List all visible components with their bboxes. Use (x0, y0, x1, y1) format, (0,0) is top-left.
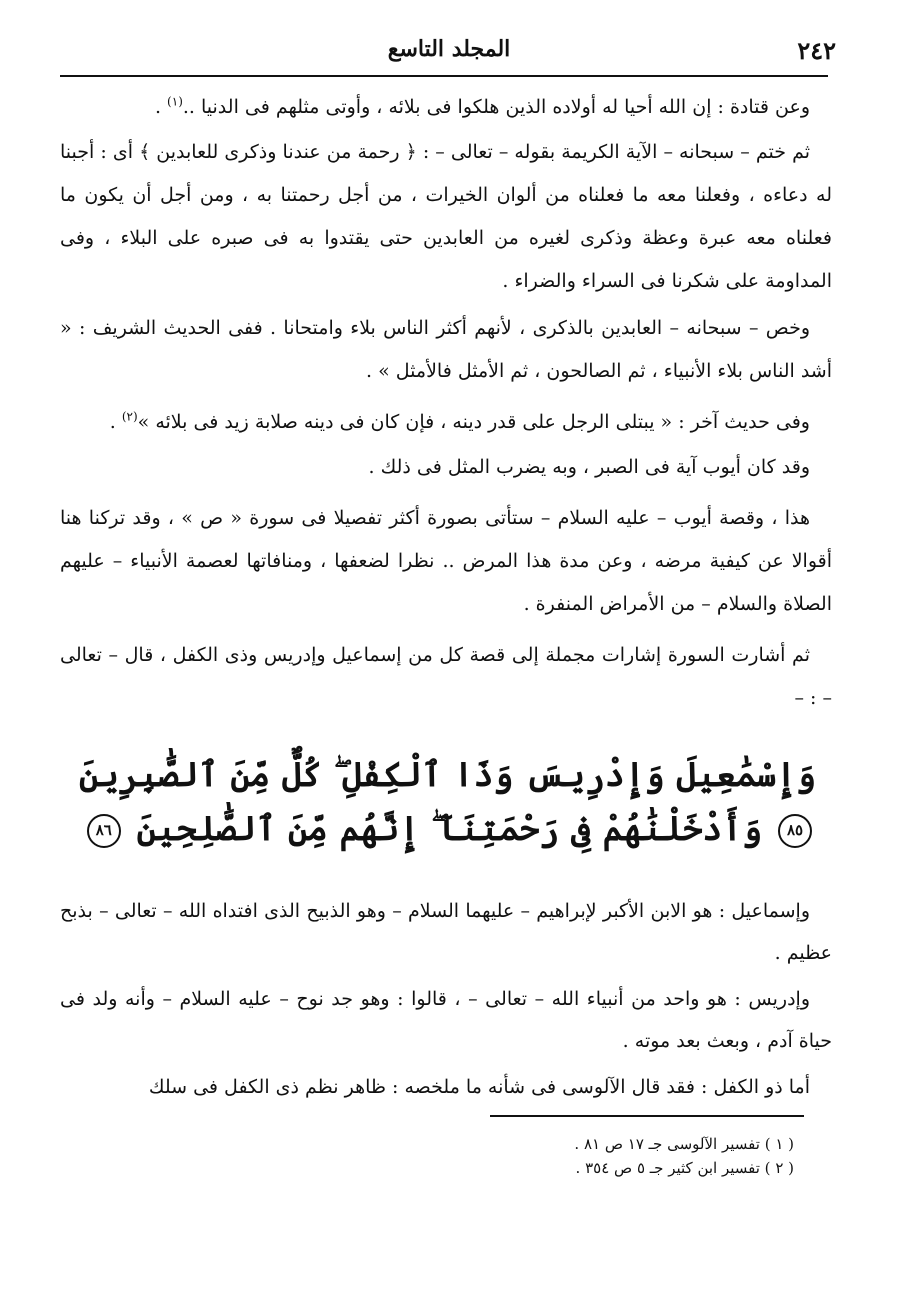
footnote-mark-2: (٢) (121, 409, 138, 424)
paragraph-abidin: وخص – سبحانه – العابدين بالذكرى ، لأنهم أكثر الناس بلاء وامتحانا . ففى الحديث الشريف : « أشد الناس بلاء الأنبياء ، ثم الصالحون ، ثم الأمثل فالأمثل » . (60, 317, 832, 382)
footnote-1: ( ١ ) تفسير الآلوسى جـ ١٧ ص ٨١ . (574, 1135, 794, 1153)
footnote-mark-1: (١) (167, 94, 183, 109)
paragraph-rahma: ثم ختم – سبحانه – الآية الكريمة بقوله – تعالى – : ﴿ رحمة من عندنا وذكرى للعابدين ﴾ أى : أجبنا له دعاءه ، وفعلنا معه ما فعلناه من ألوان الخيرات ، من أجل رحمتنا به ، ومن أجل أن يكون ما فعلناه معه عبرة وعظة وذكرى لغيره من العابدين حتى يقتدوا به فى صبره على البلاء ، وفى المداومة على شكرنا فى السراء والضراء . (60, 141, 832, 292)
footnote-2: ( ٢ ) تفسير ابن كثير جـ ٥ ص ٣٥٤ . (575, 1159, 794, 1177)
paragraph-hadith: وفى حديث آخر : « يبتلى الرجل على قدر دينه ، فإن كان فى دينه صلابة زيد فى بلائه »$^{(٢)}$ . (109, 409, 810, 433)
verse-commentary (60, 890, 832, 1112)
paragraph-dhul-kifl: أما ذو الكفل : فقد قال الآلوسى فى شأنه ما ملخصه : ظاهر نظم ذى الكفل فى سلك (148, 1076, 810, 1098)
running-title: المجلد التاسع (387, 36, 511, 62)
page-header (62, 32, 836, 72)
main-text (60, 86, 832, 728)
paragraph-ayyub-story: هذا ، وقصة أيوب – عليه السلام – ستأتى بصورة أكثر تفصيلا فى سورة « ص » ، وقد تركنا هنا أقوالا عن كيفية مرضه ، وعن مدة هذا المرض .. نظرا لضعفها ، ومنافاتها لعصمة الأنبياء – عليهم الصلاة والسلام – من الأمراض المنفرة . (60, 507, 832, 615)
footnote-divider (490, 1115, 804, 1117)
page-number: ٢٤٢ (797, 36, 836, 65)
paragraph-qatada: وعن قتادة : إن الله أحيا له أولاده الذين هلكوا فى بلائه ، وأوتى مثلهم فى الدنيا ..$^{(١)}$ . (154, 94, 810, 118)
paragraph-ayyub-patience: وقد كان أيوب آية فى الصبر ، وبه يضرب المثل فى ذلك . (368, 456, 810, 478)
ayah-85-marker: ٨٥ (778, 814, 812, 848)
paragraph-idris: وإدريس : هو واحد من أنبياء الله – تعالى – ، قالوا : وهو جد نوح – عليه السلام – وأنه ولد فى حياة آدم ، وبعث بعد موته . (60, 988, 832, 1052)
verse-line-2-text: وَأَدْخَلْنَٰهُمْ فِى رَحْمَتِنَآ ۖ إِنَّهُم مِّنَ ٱلصَّٰلِحِينَ (136, 809, 763, 849)
verse-line-1: وَإِسْمَٰعِيلَ وَإِدْرِيسَ وَذَا ٱلْكِفْلِ ۖ كُلٌّ مِّنَ ٱلصَّٰبِرِينَ (79, 755, 816, 795)
footnotes (390, 1132, 794, 1180)
quran-verse (79, 748, 816, 876)
verse-line-2 (88, 802, 816, 856)
header-divider (60, 75, 828, 77)
paragraph-intro-verse: ثم أشارت السورة إشارات مجملة إلى قصة كل من إسماعيل وإدريس وذى الكفل ، قال – تعالى – : – (60, 644, 832, 709)
ayah-86-marker: ٨٦ (87, 814, 121, 848)
paragraph-ismail: وإسماعيل : هو الابن الأكبر لإبراهيم – عليهما السلام – وهو الذبيح الذى افتداه الله – تعالى – بذبح عظيم . (60, 900, 832, 964)
